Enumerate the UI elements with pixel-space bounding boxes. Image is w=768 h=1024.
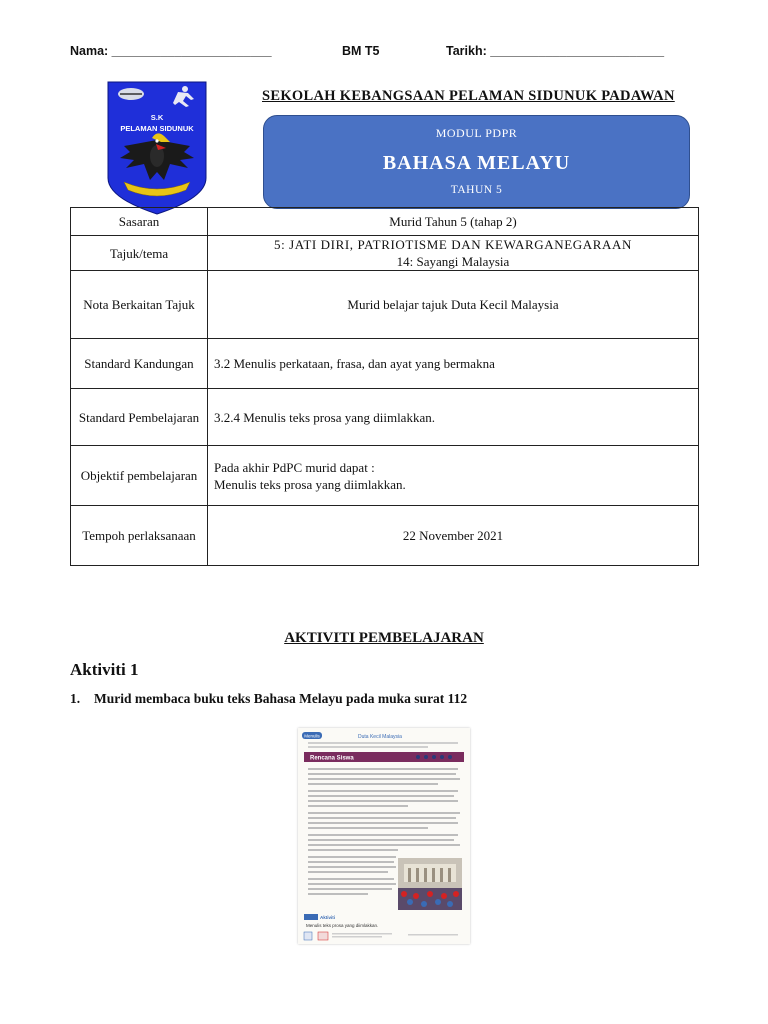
objektif-line-1: Pada akhir PdPC murid dapat :	[214, 459, 375, 475]
table-row	[71, 208, 699, 236]
row-value-objektif	[208, 446, 699, 506]
table-row	[71, 506, 699, 566]
table-row	[71, 236, 699, 271]
table-row	[71, 446, 699, 506]
modul-banner	[263, 115, 690, 209]
step-number: 1.	[70, 691, 81, 706]
row-value-tajuk	[208, 236, 699, 271]
row-label-sasaran: Sasaran	[71, 208, 208, 236]
badge-icon	[318, 932, 328, 940]
modul-subject: BAHASA MELAYU	[382, 152, 571, 174]
row-value-tempoh: 22 November 2021	[208, 506, 699, 566]
modul-line-1: MODUL PDPR	[435, 126, 518, 140]
row-label-tempoh: Tempoh perlaksanaan	[71, 506, 208, 566]
tajuk-line-2: 14: Sayangi Malaysia	[396, 254, 510, 269]
row-value-standard-kandungan: 3.2 Menulis perkataan, frasa, dan ayat yang bermakna	[208, 339, 699, 389]
step-text: Murid membaca buku teks Bahasa Melayu pada muka surat 112	[94, 691, 468, 706]
lesson-info-table	[70, 207, 699, 566]
school-logo	[106, 80, 208, 216]
textbook-footer-text: Menulis teks prosa yang diimlakkan.	[306, 923, 379, 928]
logo-text-school: PELAMAN SIDUNUK	[120, 124, 194, 133]
table-row	[71, 339, 699, 389]
row-label-nota: Nota Berkaitan Tajuk	[71, 271, 208, 339]
textbook-tag: Menulis	[304, 733, 320, 739]
objektif-line-2: Menulis teks prosa yang diimlakkan.	[214, 476, 406, 492]
textbook-title: Duta Kecil Malaysia	[358, 734, 402, 740]
row-value-standard-pembelajaran: 3.2.4 Menulis teks prosa yang diimlakkan.	[208, 389, 699, 446]
tarikh-field: Tarikh: _________________________	[446, 44, 665, 58]
row-label-tajuk: Tajuk/tema	[71, 236, 208, 271]
row-label-objektif: Objektif pembelajaran	[71, 446, 208, 506]
step-1	[70, 691, 467, 707]
row-label-standard-kandungan: Standard Kandungan	[71, 339, 208, 389]
logo-text-sk: S.K	[150, 113, 164, 122]
table-row	[71, 271, 699, 339]
aktiviti-heading: AKTIVITI PEMBELAJARAN	[284, 630, 484, 646]
textbook-page-image	[298, 728, 470, 944]
row-value-nota: Murid belajar tajuk Duta Kecil Malaysia	[208, 271, 699, 339]
modul-year: TAHUN 5	[450, 184, 503, 196]
aktiviti-1-heading: Aktiviti 1	[70, 660, 139, 679]
tajuk-line-1: 5: JATI DIRI, PATRIOTISME DAN KEWARGANEGARAAN	[273, 237, 633, 252]
photo-building	[398, 858, 462, 910]
qr-icon	[304, 932, 312, 940]
row-label-standard-pembelajaran: Standard Pembelajaran	[71, 389, 208, 446]
textbook-footer: Aktiviti	[320, 915, 336, 920]
nama-field: Nama: _______________________	[70, 44, 272, 58]
row-value-sasaran: Murid Tahun 5 (tahap 2)	[208, 208, 699, 236]
table-row	[71, 389, 699, 446]
textbook-section: Rencana Siswa	[310, 755, 354, 762]
class-label: BM T5	[342, 44, 380, 58]
aktiviti-icon	[304, 914, 318, 920]
school-name: SEKOLAH KEBANGSAAN PELAMAN SIDUNUK PADAWAN	[262, 88, 675, 104]
